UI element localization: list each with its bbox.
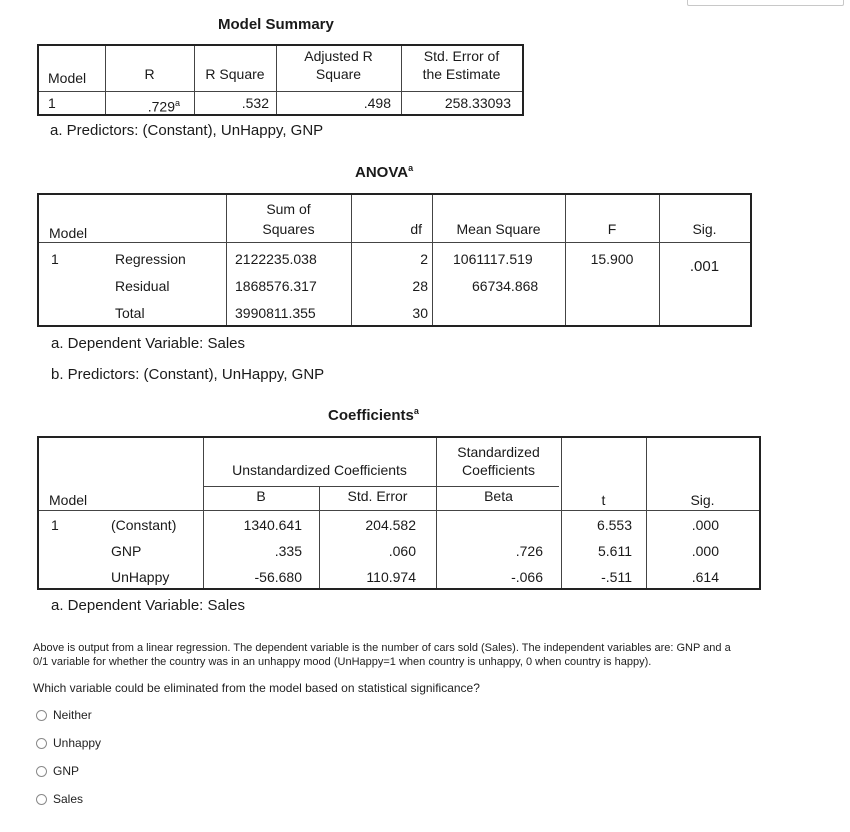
coef-header-std-1: Standardized bbox=[457, 444, 540, 460]
anova-row-ms: 66734.868 bbox=[472, 278, 539, 294]
coef-row-b: 1340.641 bbox=[243, 517, 302, 533]
question-prompt: Which variable could be eliminated from the model based on statistical significance? bbox=[33, 681, 480, 695]
anova-header-ss-2: Squares bbox=[262, 221, 315, 237]
cell-r-square: .532 bbox=[241, 95, 269, 111]
anova-header-mean-sq: Mean Square bbox=[456, 221, 541, 237]
anova-row-sig: .001 bbox=[689, 258, 720, 275]
option-label: GNP bbox=[53, 764, 80, 778]
anova-row-ms: 1061117.519 bbox=[453, 251, 533, 267]
anova-header-sig: Sig. bbox=[692, 221, 717, 237]
anova-row-ss: 2122235.038 bbox=[235, 251, 317, 267]
coef-header-se: Std. Error bbox=[347, 488, 408, 504]
model-summary-note: a. Predictors: (Constant), UnHappy, GNP bbox=[50, 122, 324, 139]
coef-header-beta: Beta bbox=[484, 488, 513, 504]
anova-table bbox=[37, 193, 752, 327]
coef-row-sig: .614 bbox=[691, 569, 719, 585]
coef-row-se: 204.582 bbox=[365, 517, 416, 533]
coef-header-std-2: Coefficients bbox=[462, 462, 535, 478]
anova-row-label: Residual bbox=[115, 278, 170, 294]
coefficients-title: Coefficients$^a$ bbox=[328, 406, 419, 424]
top-right-frame bbox=[687, 0, 844, 6]
radio-button[interactable] bbox=[36, 794, 47, 805]
coef-row-sig: .000 bbox=[691, 543, 719, 559]
anova-model-num: 1 bbox=[51, 251, 59, 267]
coef-header-sig: Sig. bbox=[690, 492, 715, 508]
coefficients-note: a. Dependent Variable: Sales bbox=[51, 597, 246, 614]
coef-header-unstd: Unstandardized Coefficients bbox=[232, 462, 407, 478]
coef-row-label: UnHappy bbox=[111, 569, 170, 585]
anova-header-df: df bbox=[410, 221, 422, 237]
col-header-model: Model bbox=[48, 70, 87, 86]
anova-row-f: 15.900 bbox=[590, 251, 634, 267]
col-header-r-square: R Square bbox=[205, 66, 265, 82]
coef-row-se: .060 bbox=[388, 543, 416, 559]
col-header-adj-r-1: Adjusted R bbox=[304, 48, 373, 64]
coef-row-beta: -.066 bbox=[511, 569, 543, 585]
anova-header-f: F bbox=[607, 221, 617, 237]
option-label: Neither bbox=[53, 708, 92, 722]
model-summary-table bbox=[37, 44, 524, 116]
coef-header-t: t bbox=[601, 492, 606, 508]
cell-std-error: 258.33093 bbox=[444, 95, 511, 111]
option-label: Unhappy bbox=[53, 736, 102, 750]
coef-row-t: -.511 bbox=[601, 569, 632, 585]
col-header-std-error-2: the Estimate bbox=[422, 66, 501, 82]
anova-title: ANOVA$^a$ bbox=[355, 163, 414, 181]
coefficients-table bbox=[37, 436, 761, 590]
option-sales[interactable] bbox=[36, 792, 83, 806]
cell-adj-r-square: .498 bbox=[363, 95, 391, 111]
option-gnp[interactable] bbox=[36, 764, 79, 778]
anova-header-ss-1: Sum of bbox=[266, 201, 311, 217]
coef-row-t: 6.553 bbox=[596, 517, 632, 533]
radio-button[interactable] bbox=[36, 710, 47, 721]
coef-model-num: 1 bbox=[51, 517, 59, 533]
anova-row-label: Regression bbox=[115, 251, 186, 267]
cell-model: 1 bbox=[48, 95, 56, 111]
option-neither[interactable] bbox=[36, 708, 92, 722]
coef-row-beta: .726 bbox=[515, 543, 543, 559]
option-unhappy[interactable] bbox=[36, 736, 101, 750]
radio-button[interactable] bbox=[36, 738, 47, 749]
coef-row-b: -56.680 bbox=[254, 569, 302, 585]
anova-row-ss: 1868576.317 bbox=[235, 278, 317, 294]
anova-note-a: a. Dependent Variable: Sales bbox=[51, 335, 246, 352]
option-label: Sales bbox=[53, 792, 84, 806]
coef-header-model: Model bbox=[49, 492, 88, 508]
cell-r: .729$^a$ bbox=[147, 98, 180, 115]
coef-header-b: B bbox=[256, 488, 266, 504]
anova-note-b: b. Predictors: (Constant), UnHappy, GNP bbox=[51, 366, 325, 383]
coef-row-label: GNP bbox=[111, 543, 142, 559]
anova-row-label: Total bbox=[115, 305, 145, 321]
anova-row-ss: 3990811.355 bbox=[235, 305, 316, 321]
coef-row-b: .335 bbox=[274, 543, 302, 559]
anova-header-model: Model bbox=[49, 225, 88, 241]
coef-row-t: 5.611 bbox=[598, 543, 632, 559]
radio-button[interactable] bbox=[36, 766, 47, 777]
coef-row-label: (Constant) bbox=[111, 517, 177, 533]
anova-row-df: 28 bbox=[412, 278, 428, 294]
question-text-line-2: 0/1 variable for whether the country was in an unhappy mood (UnHappy=1 when country is unhappy, 0 when country is happy). bbox=[33, 656, 652, 668]
anova-row-df: 30 bbox=[412, 305, 428, 321]
col-header-adj-r-2: Square bbox=[315, 66, 362, 82]
question-text-line-1: Above is output from a linear regression. The dependent variable is the number of cars sold (Sales). The independent variables are: GNP and a bbox=[33, 642, 731, 654]
coef-row-se: 110.974 bbox=[366, 569, 416, 585]
anova-row-df: 2 bbox=[420, 251, 428, 267]
col-header-r: R bbox=[144, 66, 155, 82]
coef-row-sig: .000 bbox=[691, 517, 719, 533]
model-summary-title: Model Summary bbox=[218, 16, 334, 33]
col-header-std-error-1: Std. Error of bbox=[423, 48, 500, 64]
